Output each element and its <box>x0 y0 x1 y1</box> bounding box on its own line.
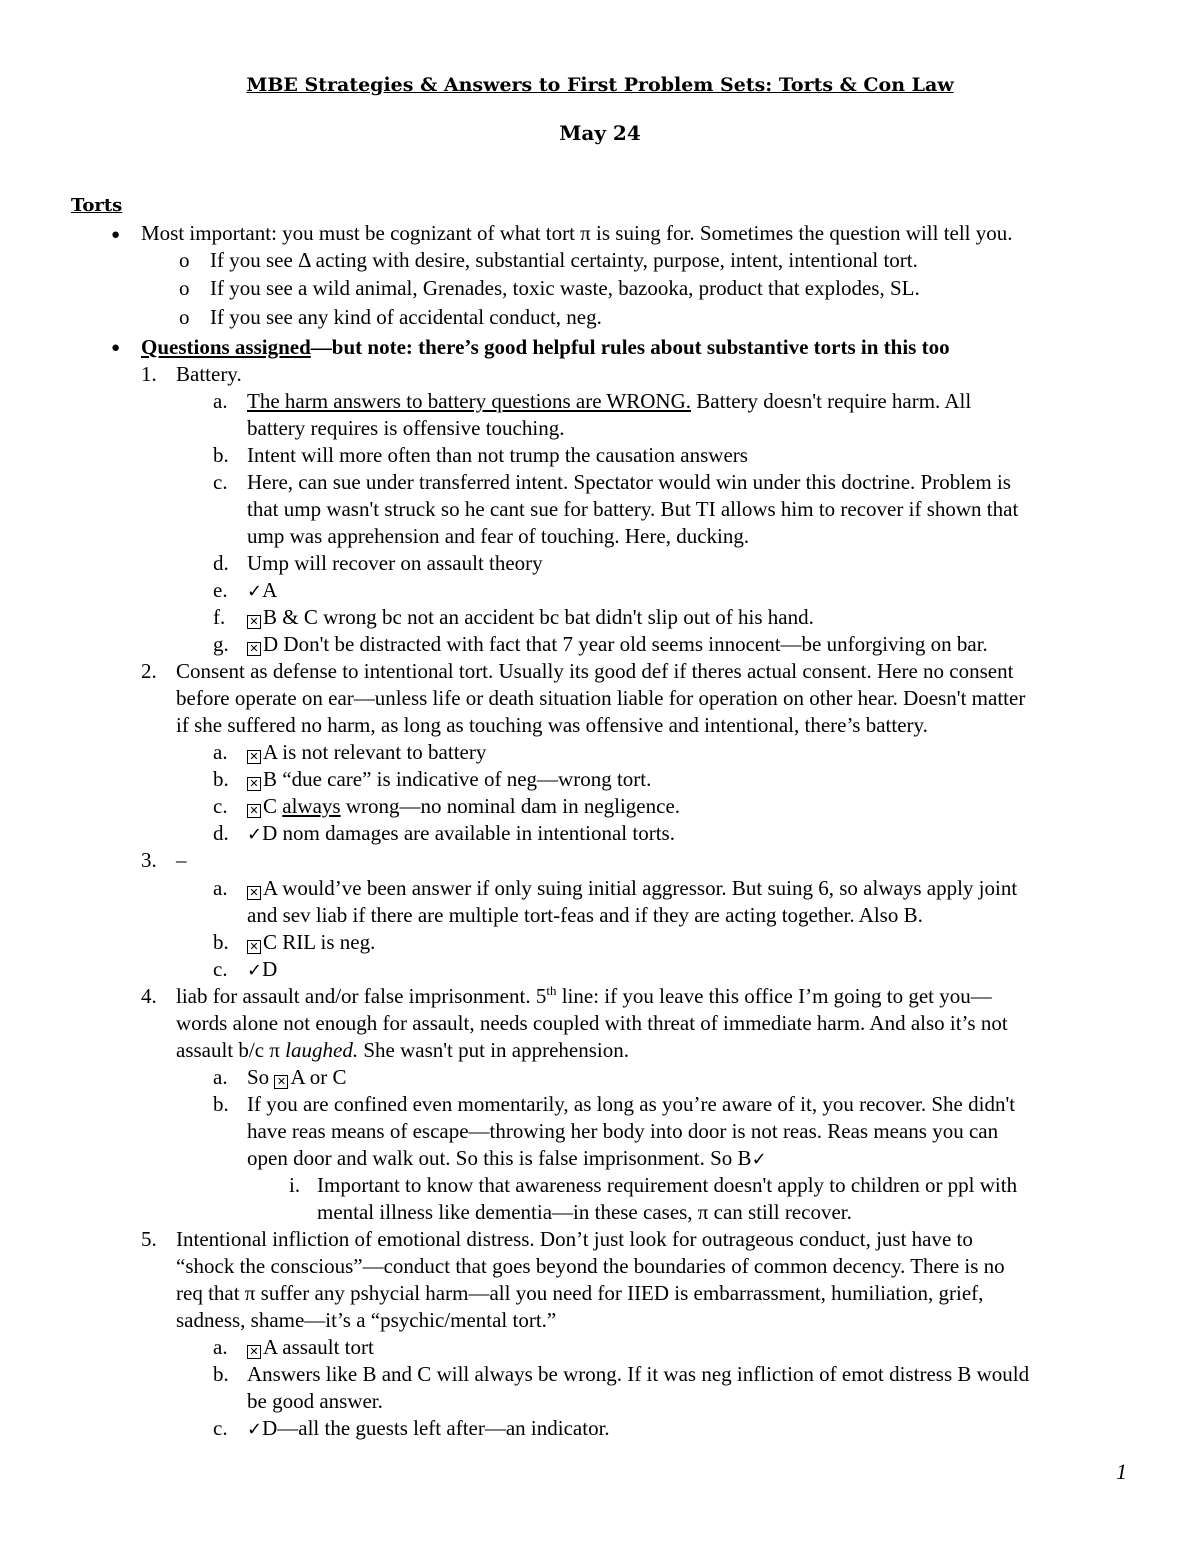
list-item-text <box>247 929 375 956</box>
x-box-icon <box>247 940 261 954</box>
list-item-text <box>247 1334 374 1361</box>
check-icon: ✓ <box>247 960 263 981</box>
list-letter: b. <box>213 930 229 954</box>
list-item-text: have reas means of escape—throwing her body into door is not reas. Reas means you can <box>247 1119 999 1143</box>
check-icon: ✓ <box>247 1419 263 1440</box>
list-item-text <box>247 875 1017 902</box>
list-item-text: Important to know that awareness requirement doesn't apply to children or ppl with <box>317 1173 1018 1197</box>
list-letter: d. <box>213 821 229 845</box>
list-item-text: – <box>176 848 187 872</box>
list-item-text: and sev liab if there are multiple tort-feas and if they are acting together. Also B. <box>247 903 923 927</box>
bullet-marker: ● <box>111 227 121 243</box>
text-span: B “due care” is indicative of neg—wrong tort. <box>263 767 652 791</box>
text-span: line: if you leave this office I’m going to get you— <box>556 984 992 1008</box>
list-letter: b. <box>213 443 229 467</box>
list-letter: c. <box>213 794 228 818</box>
x-box-icon <box>247 1345 261 1359</box>
list-item-text: if she suffered no harm, as long as touching was offensive and intentional, there’s battery. <box>176 713 928 737</box>
sub-bullet-text: If you see a wild animal, Grenades, toxic waste, bazooka, product that explodes, SL. <box>210 276 920 300</box>
text-span: Battery doesn't require harm. All <box>691 389 972 413</box>
list-item-text: Consent as defense to intentional tort. Usually its good def if theres actual consent. Here no consent <box>176 659 1014 683</box>
text-span: assault b/c π <box>176 1038 286 1062</box>
list-item-text: Answers like B and C will always be wrong. If it was neg infliction of emot distress B would <box>247 1362 1030 1386</box>
underlined-text: The harm answers to battery questions are WRONG. <box>247 389 691 413</box>
list-letter: a. <box>213 1335 228 1359</box>
list-item-text: If you are confined even momentarily, as long as you’re aware of it, you recover. She didn't <box>247 1092 1016 1116</box>
section-heading-torts: Torts <box>71 195 123 216</box>
text-span: D nom damages are available in intentional torts. <box>262 821 675 845</box>
italic-text: laughed. <box>285 1038 359 1062</box>
list-item-text <box>247 820 675 848</box>
list-item-text: sadness, shame—it’s a “psychic/mental tort.” <box>176 1308 557 1332</box>
text-span: liab for assault and/or false imprisonment. 5 <box>176 984 547 1008</box>
list-letter: a. <box>213 876 228 900</box>
text-span: C <box>263 794 283 818</box>
text-span: C RIL is neg. <box>263 930 376 954</box>
list-roman: i. <box>289 1173 301 1197</box>
text-span: She wasn't put in apprehension. <box>358 1038 629 1062</box>
text-span: A or C <box>290 1065 347 1089</box>
list-letter: c. <box>213 470 228 494</box>
superscript: th <box>546 983 557 998</box>
questions-assigned-heading: Questions assigned <box>141 335 311 359</box>
text-span: D Don't be distracted with fact that 7 year old seems innocent—be unforgiving on bar. <box>263 632 988 656</box>
list-item-text <box>247 1145 767 1173</box>
sub-bullet-text: If you see any kind of accidental conduct, neg. <box>210 305 602 329</box>
underlined-text: always <box>282 794 341 818</box>
x-box-icon <box>247 804 261 818</box>
list-item-text <box>247 956 277 984</box>
check-icon: ✓ <box>751 1149 767 1170</box>
list-number: 3. <box>141 848 157 872</box>
list-letter: d. <box>213 551 229 575</box>
list-number: 4. <box>141 984 157 1008</box>
list-item-text: “shock the conscious”—conduct that goes beyond the boundaries of common decency. There is no <box>176 1254 1005 1278</box>
text-span: So <box>247 1065 275 1089</box>
list-item-text: ump was apprehension and fear of touching. Here, ducking. <box>247 524 750 548</box>
list-item-text <box>247 1064 346 1091</box>
x-box-icon <box>247 886 261 900</box>
list-item-text <box>247 388 971 415</box>
list-item-text <box>176 1037 629 1064</box>
list-letter: b. <box>213 767 229 791</box>
text-span: A assault tort <box>263 1335 374 1359</box>
list-letter: b. <box>213 1362 229 1386</box>
list-number: 5. <box>141 1227 157 1251</box>
document-date: May 24 <box>559 121 641 145</box>
sub-bullet-marker: o <box>179 305 190 329</box>
list-item-text: req that π suffer any pshycial harm—all you need for IIED is embarrassment, humiliation, grief, <box>176 1281 984 1305</box>
list-letter: e. <box>213 578 228 602</box>
list-item-text: mental illness like dementia—in these cases, π can still recover. <box>317 1200 852 1224</box>
x-box-icon <box>247 750 261 764</box>
list-letter: c. <box>213 957 228 981</box>
text-span: A <box>262 578 278 602</box>
text-span: D <box>262 957 278 981</box>
sub-bullet-marker: o <box>179 248 190 272</box>
list-item-text: be good answer. <box>247 1389 383 1413</box>
list-item-text <box>247 1415 610 1443</box>
list-item-text: Intentional infliction of emotional distress. Don’t just look for outrageous conduct, just have to <box>176 1227 973 1251</box>
list-item-text <box>247 739 486 766</box>
list-item-text <box>247 577 277 605</box>
list-number: 2. <box>141 659 157 683</box>
list-letter: c. <box>213 1416 228 1440</box>
list-item-text: that ump wasn't struck so he cant sue for battery. But TI allows him to recover if shown that <box>247 497 1019 521</box>
list-item-text <box>247 766 651 793</box>
x-box-icon <box>247 642 261 656</box>
page-number: 1 <box>1116 1459 1127 1484</box>
bullet-text-rest: —but note: there’s good helpful rules about substantive torts in this too <box>310 335 950 359</box>
list-item-text: Intent will more often than not trump the causation answers <box>247 443 748 467</box>
bullet-text <box>141 334 950 361</box>
list-letter: g. <box>213 632 229 656</box>
sub-bullet-marker: o <box>179 276 190 300</box>
check-icon: ✓ <box>247 581 263 602</box>
text-span: A is not relevant to battery <box>263 740 487 764</box>
text-span: D—all the guests left after—an indicator. <box>262 1416 610 1440</box>
list-item-text <box>247 793 680 820</box>
list-item-text: before operate on ear—unless life or death situation liable for operation on other hear. Doesn't matter <box>176 686 1026 710</box>
list-item-text <box>247 631 988 658</box>
list-item-text <box>247 604 814 631</box>
list-letter: a. <box>213 389 228 413</box>
bullet-text: Most important: you must be cognizant of what tort π is suing for. Sometimes the question will tell you. <box>141 221 1013 245</box>
list-letter: f. <box>213 605 226 629</box>
list-item-text: Battery. <box>176 362 242 386</box>
list-letter: b. <box>213 1092 229 1116</box>
document-title: MBE Strategies & Answers to First Problem Sets: Torts & Con Law <box>246 74 954 96</box>
x-box-icon <box>247 615 261 629</box>
x-box-icon <box>247 777 261 791</box>
list-item-text <box>176 983 992 1010</box>
list-letter: a. <box>213 740 228 764</box>
text-span: B & C wrong bc not an accident bc bat didn't slip out of his hand. <box>263 605 814 629</box>
check-icon: ✓ <box>247 824 263 845</box>
list-item-text: battery requires is offensive touching. <box>247 416 565 440</box>
list-letter: a. <box>213 1065 228 1089</box>
bullet-marker: ● <box>111 340 121 356</box>
text-span: A would’ve been answer if only suing initial aggressor. But suing 6, so always apply joint <box>263 876 1018 900</box>
sub-bullet-text: If you see Δ acting with desire, substantial certainty, purpose, intent, intentional tort. <box>210 248 918 272</box>
list-item-text: Here, can sue under transferred intent. Spectator would win under this doctrine. Problem is <box>247 470 1011 494</box>
text-span: open door and walk out. So this is false imprisonment. So B <box>247 1146 752 1170</box>
list-item-text: Ump will recover on assault theory <box>247 551 543 575</box>
x-box-icon <box>274 1075 288 1089</box>
list-item-text: words alone not enough for assault, needs coupled with threat of immediate harm. And also it’s not <box>176 1011 1008 1035</box>
list-number: 1. <box>141 362 157 386</box>
text-span: wrong—no nominal dam in negligence. <box>340 794 681 818</box>
